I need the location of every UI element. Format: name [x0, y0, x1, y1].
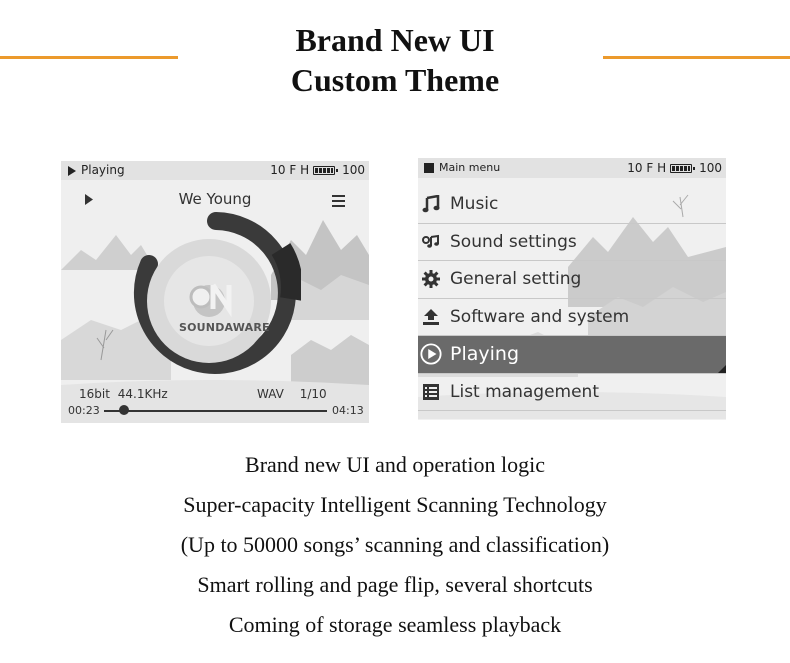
status-bar	[61, 161, 369, 180]
play-icon	[67, 166, 77, 176]
menu-item-label: Playing	[450, 343, 520, 366]
status-label: Main menu	[439, 161, 501, 174]
battery-level: 100	[342, 163, 365, 177]
album-disc-artwork	[131, 209, 301, 379]
list-icon	[420, 381, 442, 403]
feature-line-1: Brand new UI and operation logic	[245, 452, 545, 477]
menu-item-playing[interactable]	[418, 336, 726, 374]
menu-item-label: Software and system	[450, 306, 630, 327]
play-circle-icon	[420, 343, 442, 365]
menu-item-general-setting[interactable]	[418, 261, 726, 299]
file-info	[257, 387, 327, 401]
status-label: Playing	[81, 163, 125, 177]
feature-line-3: (Up to 50000 songs’ scanning and classification)	[180, 532, 610, 557]
song-title: We Young	[178, 190, 252, 208]
menu-item-music[interactable]	[418, 186, 726, 224]
now-playing-screen	[61, 161, 369, 423]
file-format: WAV	[257, 387, 284, 401]
gear-icon	[420, 268, 442, 290]
music-note-icon	[420, 193, 442, 215]
battery-icon	[670, 164, 692, 173]
feature-line-2: Super-capacity Intelligent Scanning Technology	[183, 492, 607, 517]
menu-item-label: General setting	[450, 269, 582, 290]
status-info: 10 F H	[270, 163, 310, 177]
upload-icon	[420, 306, 442, 328]
menu-item-sound-settings[interactable]	[418, 224, 726, 262]
sound-settings-icon	[420, 231, 442, 253]
menu-item-label: Sound settings	[450, 231, 577, 252]
progress-track[interactable]	[104, 410, 327, 412]
disc-label: SOUNDAWARE	[179, 321, 270, 334]
bit-depth: 16bit	[79, 387, 110, 401]
menu-item-software-and-system[interactable]	[418, 299, 726, 337]
track-position: 1/10	[299, 387, 327, 401]
menu-item-label: List management	[450, 381, 599, 402]
main-menu-screen	[418, 158, 726, 420]
main-menu-list	[418, 186, 726, 411]
stop-square-icon	[424, 163, 434, 173]
menu-icon[interactable]	[332, 195, 345, 210]
total-time: 04:13	[332, 404, 364, 417]
feature-line-5: Coming of storage seamless playback	[228, 612, 562, 637]
battery-level: 100	[699, 161, 722, 175]
headline-line-1: Brand New UI	[295, 22, 495, 58]
current-time: 00:23	[68, 404, 100, 417]
sample-rate: 44.1KHz	[117, 387, 168, 401]
audio-quality	[79, 387, 168, 401]
selection-corner-marker	[718, 365, 726, 373]
battery-icon	[313, 166, 335, 175]
status-bar	[418, 158, 726, 178]
status-info: 10 F H	[627, 161, 667, 175]
headline-line-2: Custom Theme	[290, 62, 500, 98]
progress-knob[interactable]	[119, 405, 129, 415]
menu-item-label: Music	[450, 194, 499, 215]
menu-item-list-management[interactable]	[418, 374, 726, 412]
feature-line-4: Smart rolling and page flip, several shortcuts	[197, 572, 593, 597]
